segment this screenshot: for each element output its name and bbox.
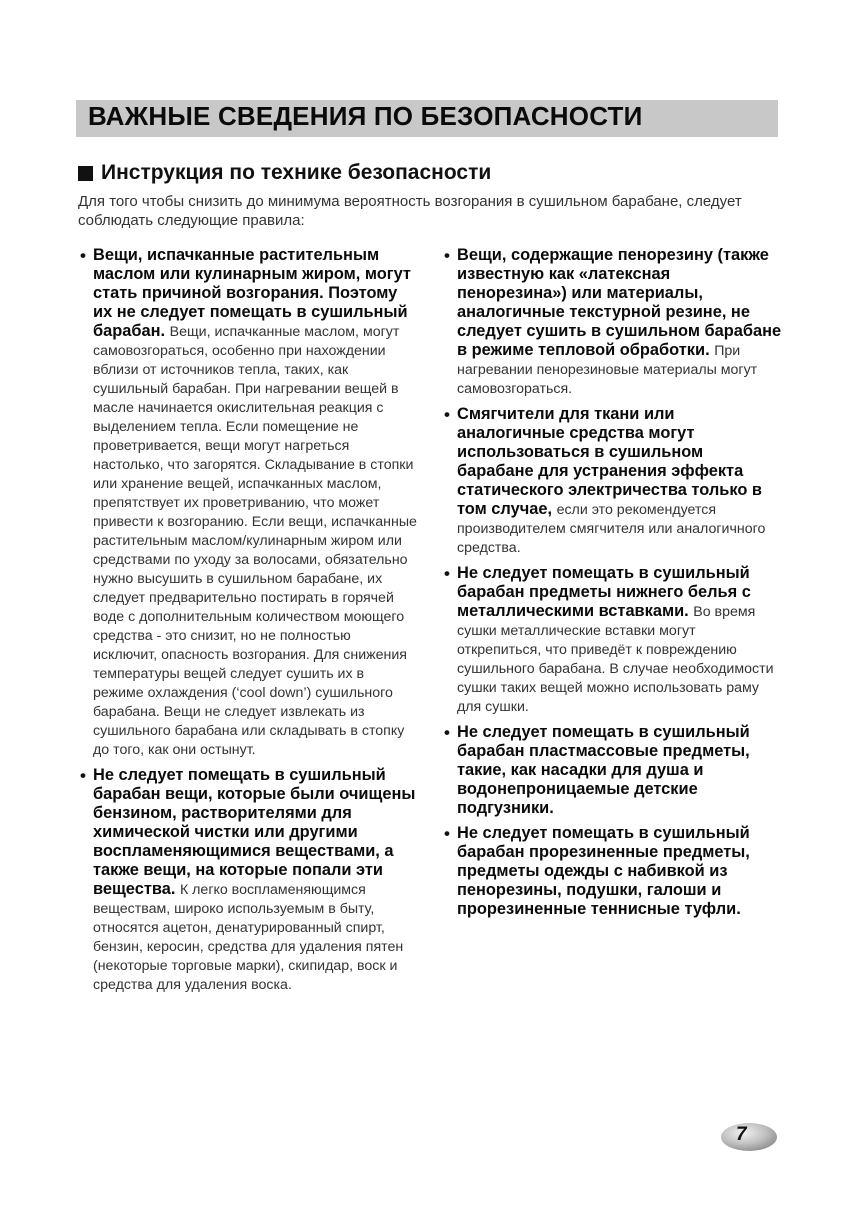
- list-item: [78, 766, 418, 995]
- section-title: Инструкция по технике безопасности: [101, 161, 492, 184]
- item-lead: Вещи, содержащие пенорезину (также известную как «латексная пенорезина») или материалы, аналогичные текстурной резине, не следует сушить в сушильном барабане в режиме тепловой обработки.: [457, 246, 782, 359]
- list-item: [442, 405, 782, 558]
- item-lead: Смягчители для ткани или аналогичные средства могут использоваться в сушильном барабане для устранения эффекта статического электричества только в том случае,: [457, 405, 762, 518]
- bullet-icon: •: [444, 564, 450, 583]
- list-item: [442, 824, 782, 919]
- right-column: [442, 246, 782, 925]
- item-lead: Не следует помещать в сушильный барабан прорезиненные предметы, предметы одежды с набивкой из пенорезины, подушки, галоши и прорезиненные теннисные туфли.: [457, 824, 750, 918]
- list-item: [442, 246, 782, 399]
- item-body: если это рекомендуется производителем смягчителя или аналогичного средства.: [457, 502, 766, 556]
- list-item: [442, 564, 782, 717]
- item-lead: Не следует помещать в сушильный барабан вещи, которые были очищены бензином, растворителями для химической чистки или другими воспламеняющимися веществами, а также вещи, на которые попали эти вещества.: [93, 766, 416, 898]
- bullet-icon: •: [444, 246, 450, 265]
- item-body: Вещи, испачканные маслом, могут самовозгораться, особенно при нахождении вблизи от источников тепла, таких, как сушильный барабан. При нагревании вещей в масле начинается окислительная реакция с выделением тепла. Если помещение не проветривается, вещи могут нагреться настолько, что загорятся. Складывание в стопки или хранение вещей, испачканных маслом, препятствует их проветриванию, что может привести к возгоранию. Если вещи, испачканные растительным маслом/кулинарным жиром или средствами по уходу за волосами, обязательно нужно высушить в сушильном барабане, их следует предварительно постирать в горячей воде с дополнительным количеством моющего средства - это снизит, но не полностью исключит, опасность возгорания. Для снижения температуры вещей следует сушить их в режиме охлаждения (‘cool down’) сушильного барабана. Вещи не следует извлекать из сушильного барабана или складывать в стопку до того, как они остынут.: [93, 324, 417, 758]
- item-lead: Не следует помещать в сушильный барабан пластмассовые предметы, такие, как насадки для душа и водонепроницаемые детские подгузники.: [457, 723, 750, 817]
- square-bullet-icon: [78, 166, 93, 181]
- item-lead: Вещи, испачканные растительным маслом или кулинарным жиром, могут стать причиной возгорания. Поэтому их не следует помещать в сушильный барабан.: [93, 246, 411, 340]
- item-body: К легко воспламеняющимся веществам, широко используемым в быту, относятся ацетон, денатурированный спирт, бензин, керосин, средства для удаления пятен (некоторые торговые марки), скипидар, воск и средства для удаления воска.: [93, 882, 404, 993]
- bullet-icon: •: [80, 246, 86, 265]
- item-body: При нагревании пенорезиновые материалы могут самовозгораться.: [457, 343, 758, 397]
- item-lead: Не следует помещать в сушильный барабан предметы нижнего белья с металлическими вставками.: [457, 564, 751, 620]
- bullet-icon: •: [444, 723, 450, 742]
- left-column: [78, 246, 418, 1001]
- list-item: [78, 246, 418, 760]
- bullet-icon: •: [444, 405, 450, 424]
- intro-paragraph: Для того чтобы снизить до минимума вероятность возгорания в сушильном барабане, следует соблюдать следующие правила:: [78, 193, 742, 229]
- list-item: [442, 723, 782, 818]
- section-heading: [78, 159, 491, 187]
- page-badge-icon: [720, 1122, 778, 1152]
- header-banner: [76, 100, 778, 137]
- bullet-icon: •: [80, 766, 86, 785]
- item-body: Во время сушки металлические вставки могут открепиться, что приведёт к повреждению сушильного барабана. В случае необходимости сушки таких вещей можно использовать раму для сушки.: [457, 604, 774, 715]
- page-title: ВАЖНЫЕ СВЕДЕНИЯ ПО БЕЗОПАСНОСТИ: [88, 101, 643, 131]
- bullet-icon: •: [444, 824, 450, 843]
- page-number: 7: [736, 1124, 747, 1145]
